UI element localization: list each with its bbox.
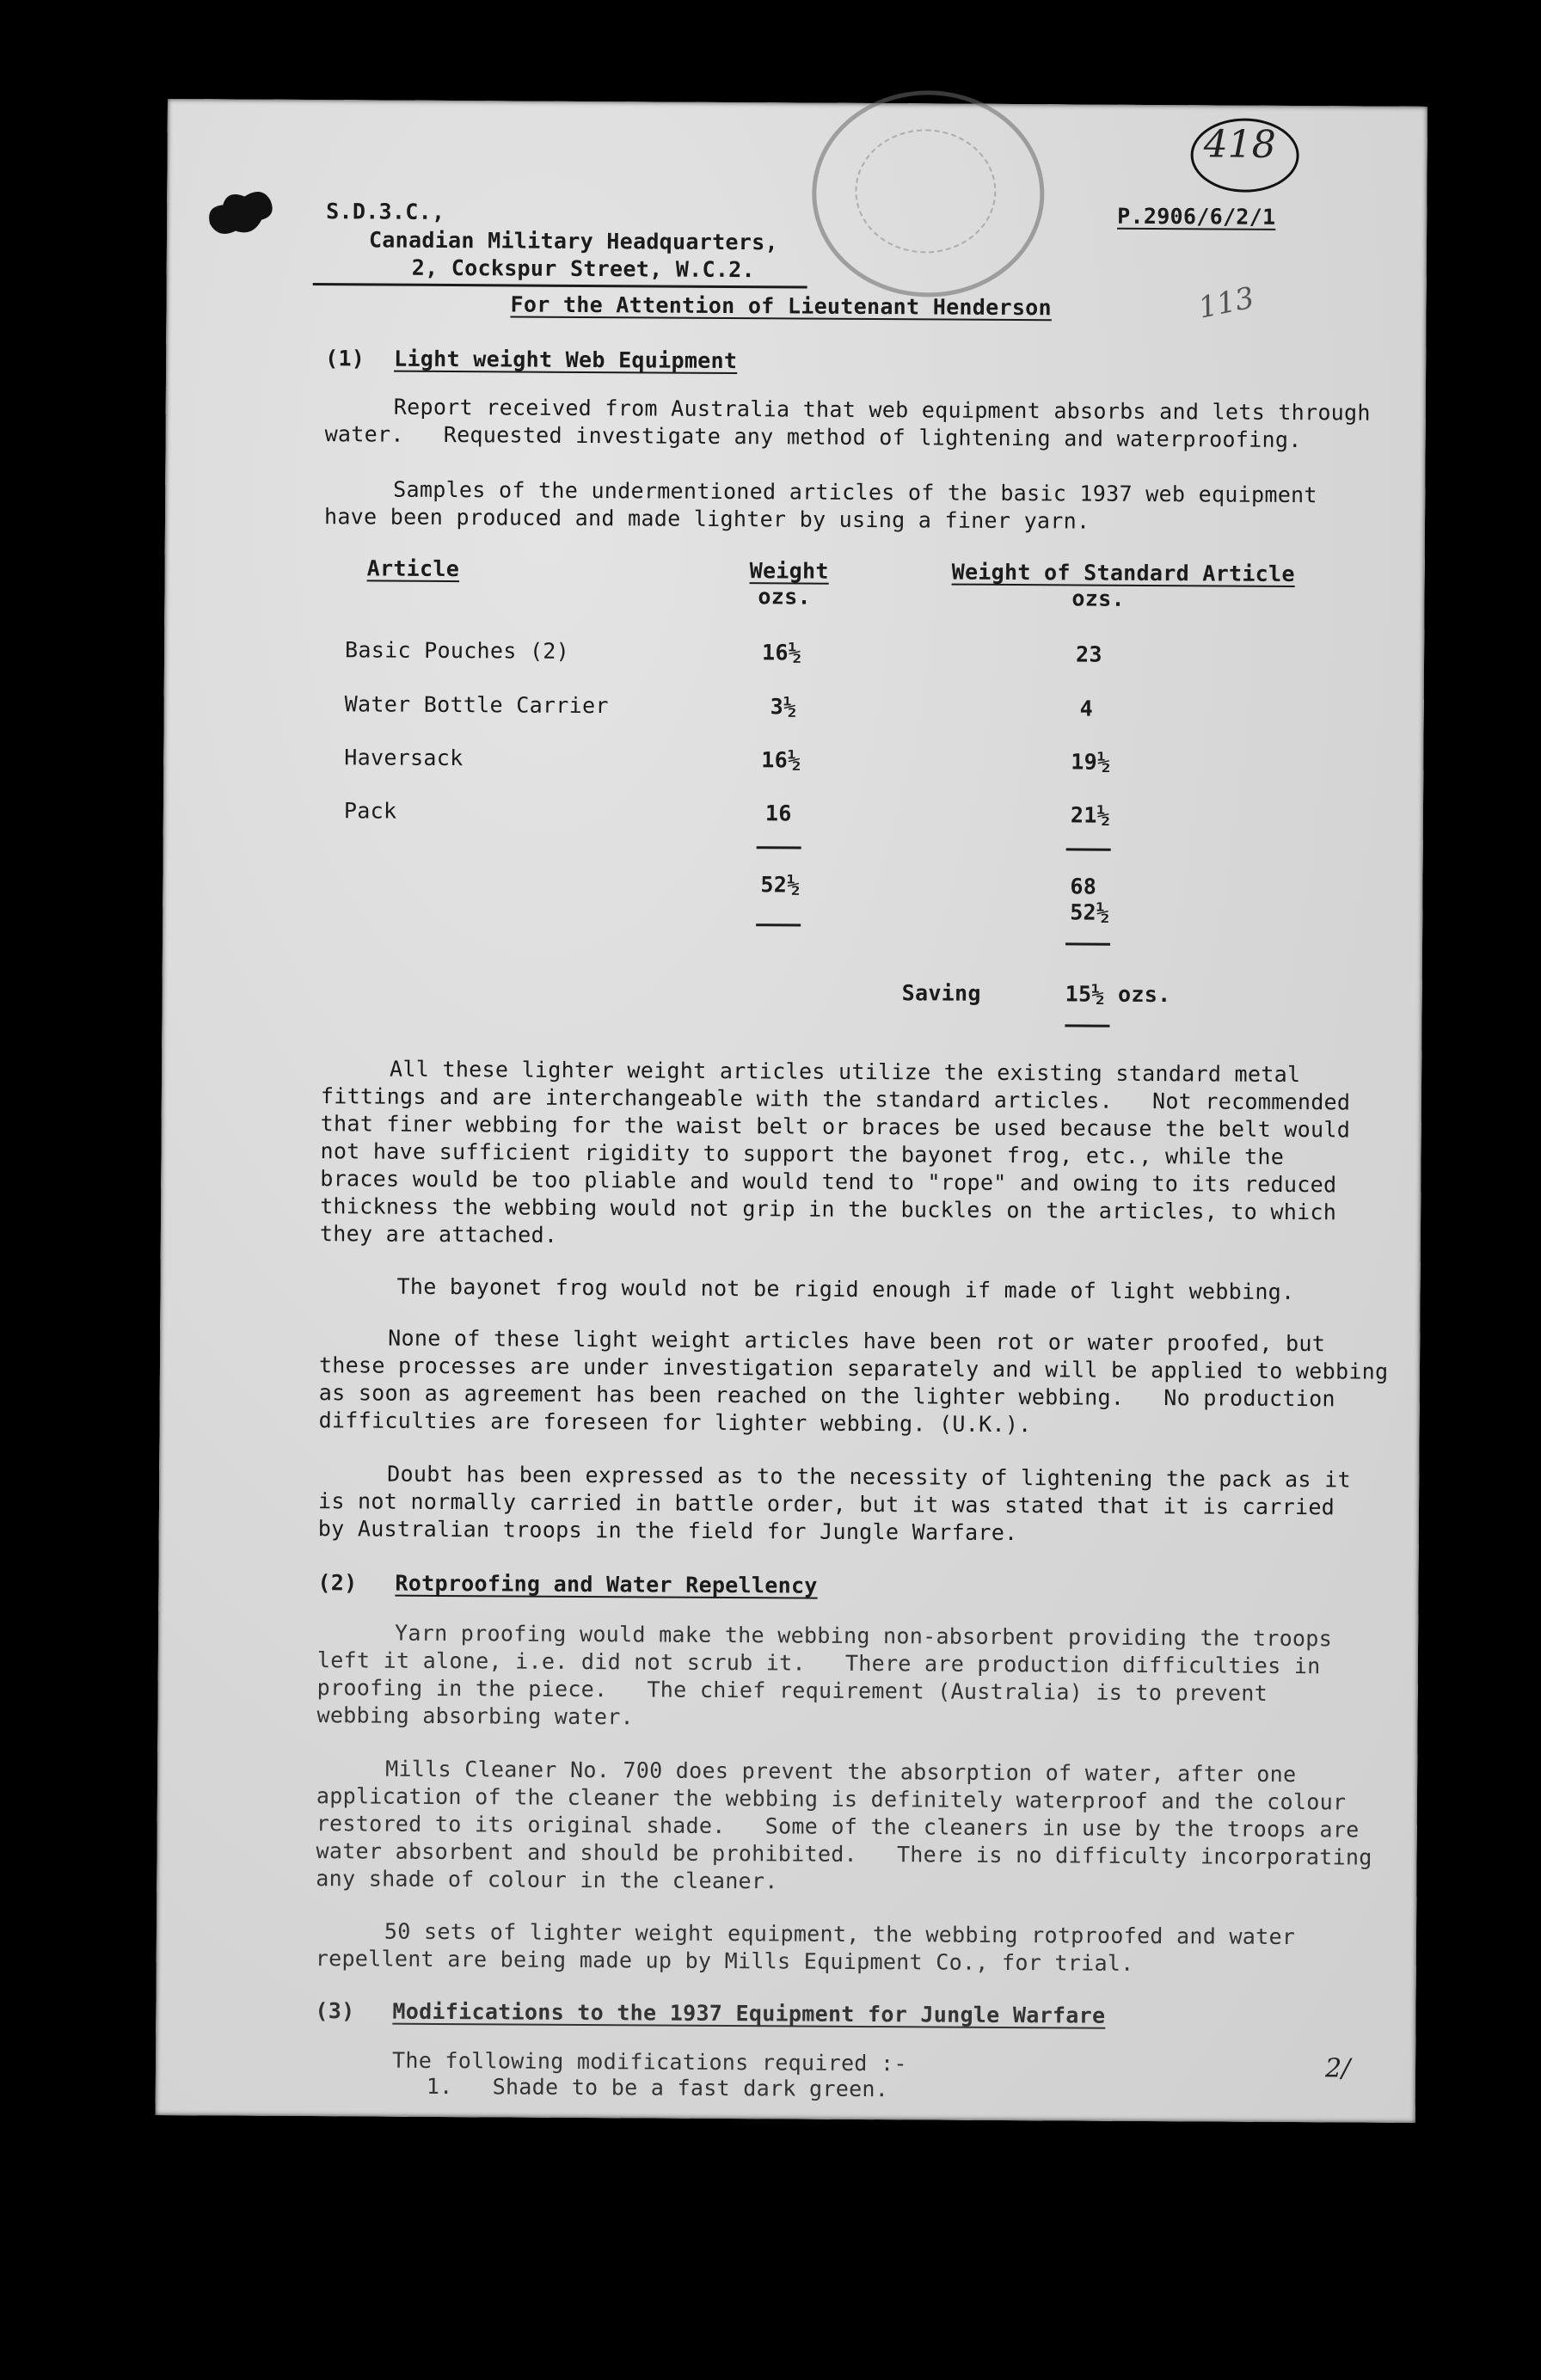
p2-line: The bayonet frog would not be rigid enough if made of light webbing.	[396, 1273, 1295, 1305]
table-row-weight: 16½	[761, 747, 801, 773]
col-weight-header: Weight	[749, 558, 829, 584]
table-row-weight: 16½	[761, 640, 802, 666]
section3-title: Modifications to the 1937 Equipment for Jungle Warfare	[392, 1998, 1106, 2028]
p4-line: Doubt has been expressed as to the necessity of lightening the pack as it	[387, 1461, 1351, 1493]
s2-p3-line: 50 sets of lighter weight equipment, the webbing rotproofed and water	[384, 1918, 1296, 1950]
section3-intro: The following modifications required :-	[391, 2047, 907, 2076]
table-row-standard: 23	[1075, 641, 1102, 667]
p1-line: thickness the webbing would not grip in the buckles on the articles, to which	[320, 1193, 1337, 1225]
p3-line: as soon as agreement has been reached on the lighter webbing. No production	[318, 1380, 1335, 1412]
p1-line: they are attached.	[319, 1221, 558, 1248]
table-row-article: Pack	[343, 798, 397, 824]
table-row-standard: 21½	[1070, 802, 1111, 828]
section1-number: (1)	[325, 346, 365, 371]
s2-p3-line: repellent are being made up by Mills Equipment Co., for trial.	[315, 1946, 1134, 1976]
section2-number: (2)	[317, 1570, 358, 1596]
p1-line: fittings and are interchangeable with the standard articles. Not recommended	[320, 1083, 1351, 1115]
addressee-line1: S.D.3.C.,	[326, 199, 445, 224]
saving-rule	[1065, 1024, 1109, 1027]
page-continuation-mark: 2/	[1324, 2053, 1351, 2084]
s2-p2-line: application of the cleaner the webbing is definitely waterproof and the colour	[316, 1783, 1347, 1815]
p4-line: by Australian troops in the field for Jungle Warfare.	[317, 1516, 1018, 1546]
table-row-weight: 16	[764, 800, 792, 826]
s1-para2-line1: Samples of the undermentioned articles of the basic 1937 web equipment	[393, 476, 1317, 508]
total-underline-weight	[756, 923, 801, 926]
saving-value: 15½ ozs.	[1065, 981, 1171, 1008]
s2-p1-line: left it alone, i.e. did not scrub it. There are production difficulties in	[316, 1647, 1321, 1679]
attention-line: For the Attention of Lieutenant Henderson	[510, 291, 1053, 321]
received-stamp-inner	[855, 129, 997, 254]
total-rule-standard	[1066, 848, 1111, 850]
col-article-header: Article	[366, 555, 460, 582]
p1-line: not have sufficient rigidity to support the bayonet frog, etc., while the	[320, 1138, 1285, 1169]
table-row-standard: 19½	[1071, 749, 1111, 775]
table-row-article: Basic Pouches (2)	[345, 637, 570, 664]
handwritten-mark: 113	[1195, 280, 1257, 326]
col-weight-unit: ozs.	[758, 584, 811, 610]
p3-line: these processes are under investigation separately and will be applied to webbing	[318, 1353, 1389, 1384]
section3-number: (3)	[315, 1998, 355, 2024]
s1-para1-line1: Report received from Australia that web equipment absorbs and lets through	[393, 394, 1371, 426]
p4-line: is not normally carried in battle order, but it was stated that it is carried	[317, 1488, 1335, 1520]
table-row-standard: 4	[1079, 696, 1094, 721]
saving-label: Saving	[901, 980, 981, 1006]
addressee-line3: 2, Cockspur Street, W.C.2.	[411, 255, 756, 283]
col-standard-header: Weight of Standard Article	[951, 559, 1295, 587]
ink-blot-icon	[201, 181, 279, 242]
p1-line: All these lighter weight articles utilize the existing standard metal	[390, 1056, 1301, 1088]
s2-p1-line: proofing in the piece. The chief requirement (Australia) is to prevent	[316, 1675, 1268, 1706]
table-row-article: Haversack	[344, 745, 464, 771]
total-standard: 68	[1070, 874, 1097, 899]
document-page	[156, 99, 1427, 2123]
subtract-rule	[1065, 942, 1110, 945]
section3-item1: 1. Shade to be a fast dark green.	[426, 2073, 889, 2102]
total-rule-weight	[757, 846, 801, 849]
s2-p2-line: water absorbent and should be prohibited. There is no difficulty incorporating	[316, 1838, 1372, 1870]
s2-p2-line: Mills Cleaner No. 700 does prevent the absorption of water, after one	[385, 1756, 1297, 1788]
section1-title: Light weight Web Equipment	[394, 346, 738, 374]
total-standard-less: 52½	[1070, 899, 1110, 925]
handwritten-folio: 418	[1203, 122, 1276, 167]
address-rule	[313, 283, 807, 289]
col-standard-unit: ozs.	[1071, 586, 1125, 611]
table-row-article: Water Bottle Carrier	[344, 691, 609, 719]
p1-line: braces would be too pliable and would tend to "rope" and owing to its reduced	[320, 1166, 1337, 1198]
addressee-line2: Canadian Military Headquarters,	[368, 227, 778, 255]
p1-line: that finer webbing for the waist belt or braces be used because the belt would	[320, 1111, 1351, 1143]
s2-p2-line: restored to its original shade. Some of the cleaners in use by the troops are	[316, 1811, 1360, 1843]
total-weight: 52½	[760, 872, 801, 898]
s2-p1-line: webbing absorbing water.	[316, 1702, 635, 1730]
s1-para2-line2: have been produced and made lighter by using a finer yarn.	[323, 504, 1090, 534]
section2-title: Rotproofing and Water Repellency	[395, 1570, 818, 1598]
reference-number: P.2906/6/2/1	[1117, 203, 1276, 230]
s1-para1-line2: water. Requested investigate any method of lightening and waterproofing.	[324, 421, 1302, 453]
s2-p2-line: any shade of colour in the cleaner.	[316, 1866, 778, 1894]
s2-p1-line: Yarn proofing would make the webbing non-absorbent providing the troops	[395, 1620, 1333, 1652]
p3-line: None of these light weight articles have been rot or water proofed, but	[388, 1325, 1326, 1357]
table-row-weight: 3½	[770, 694, 797, 720]
p3-line: difficulties are foreseen for lighter webbing. (U.K.).	[318, 1408, 1032, 1438]
